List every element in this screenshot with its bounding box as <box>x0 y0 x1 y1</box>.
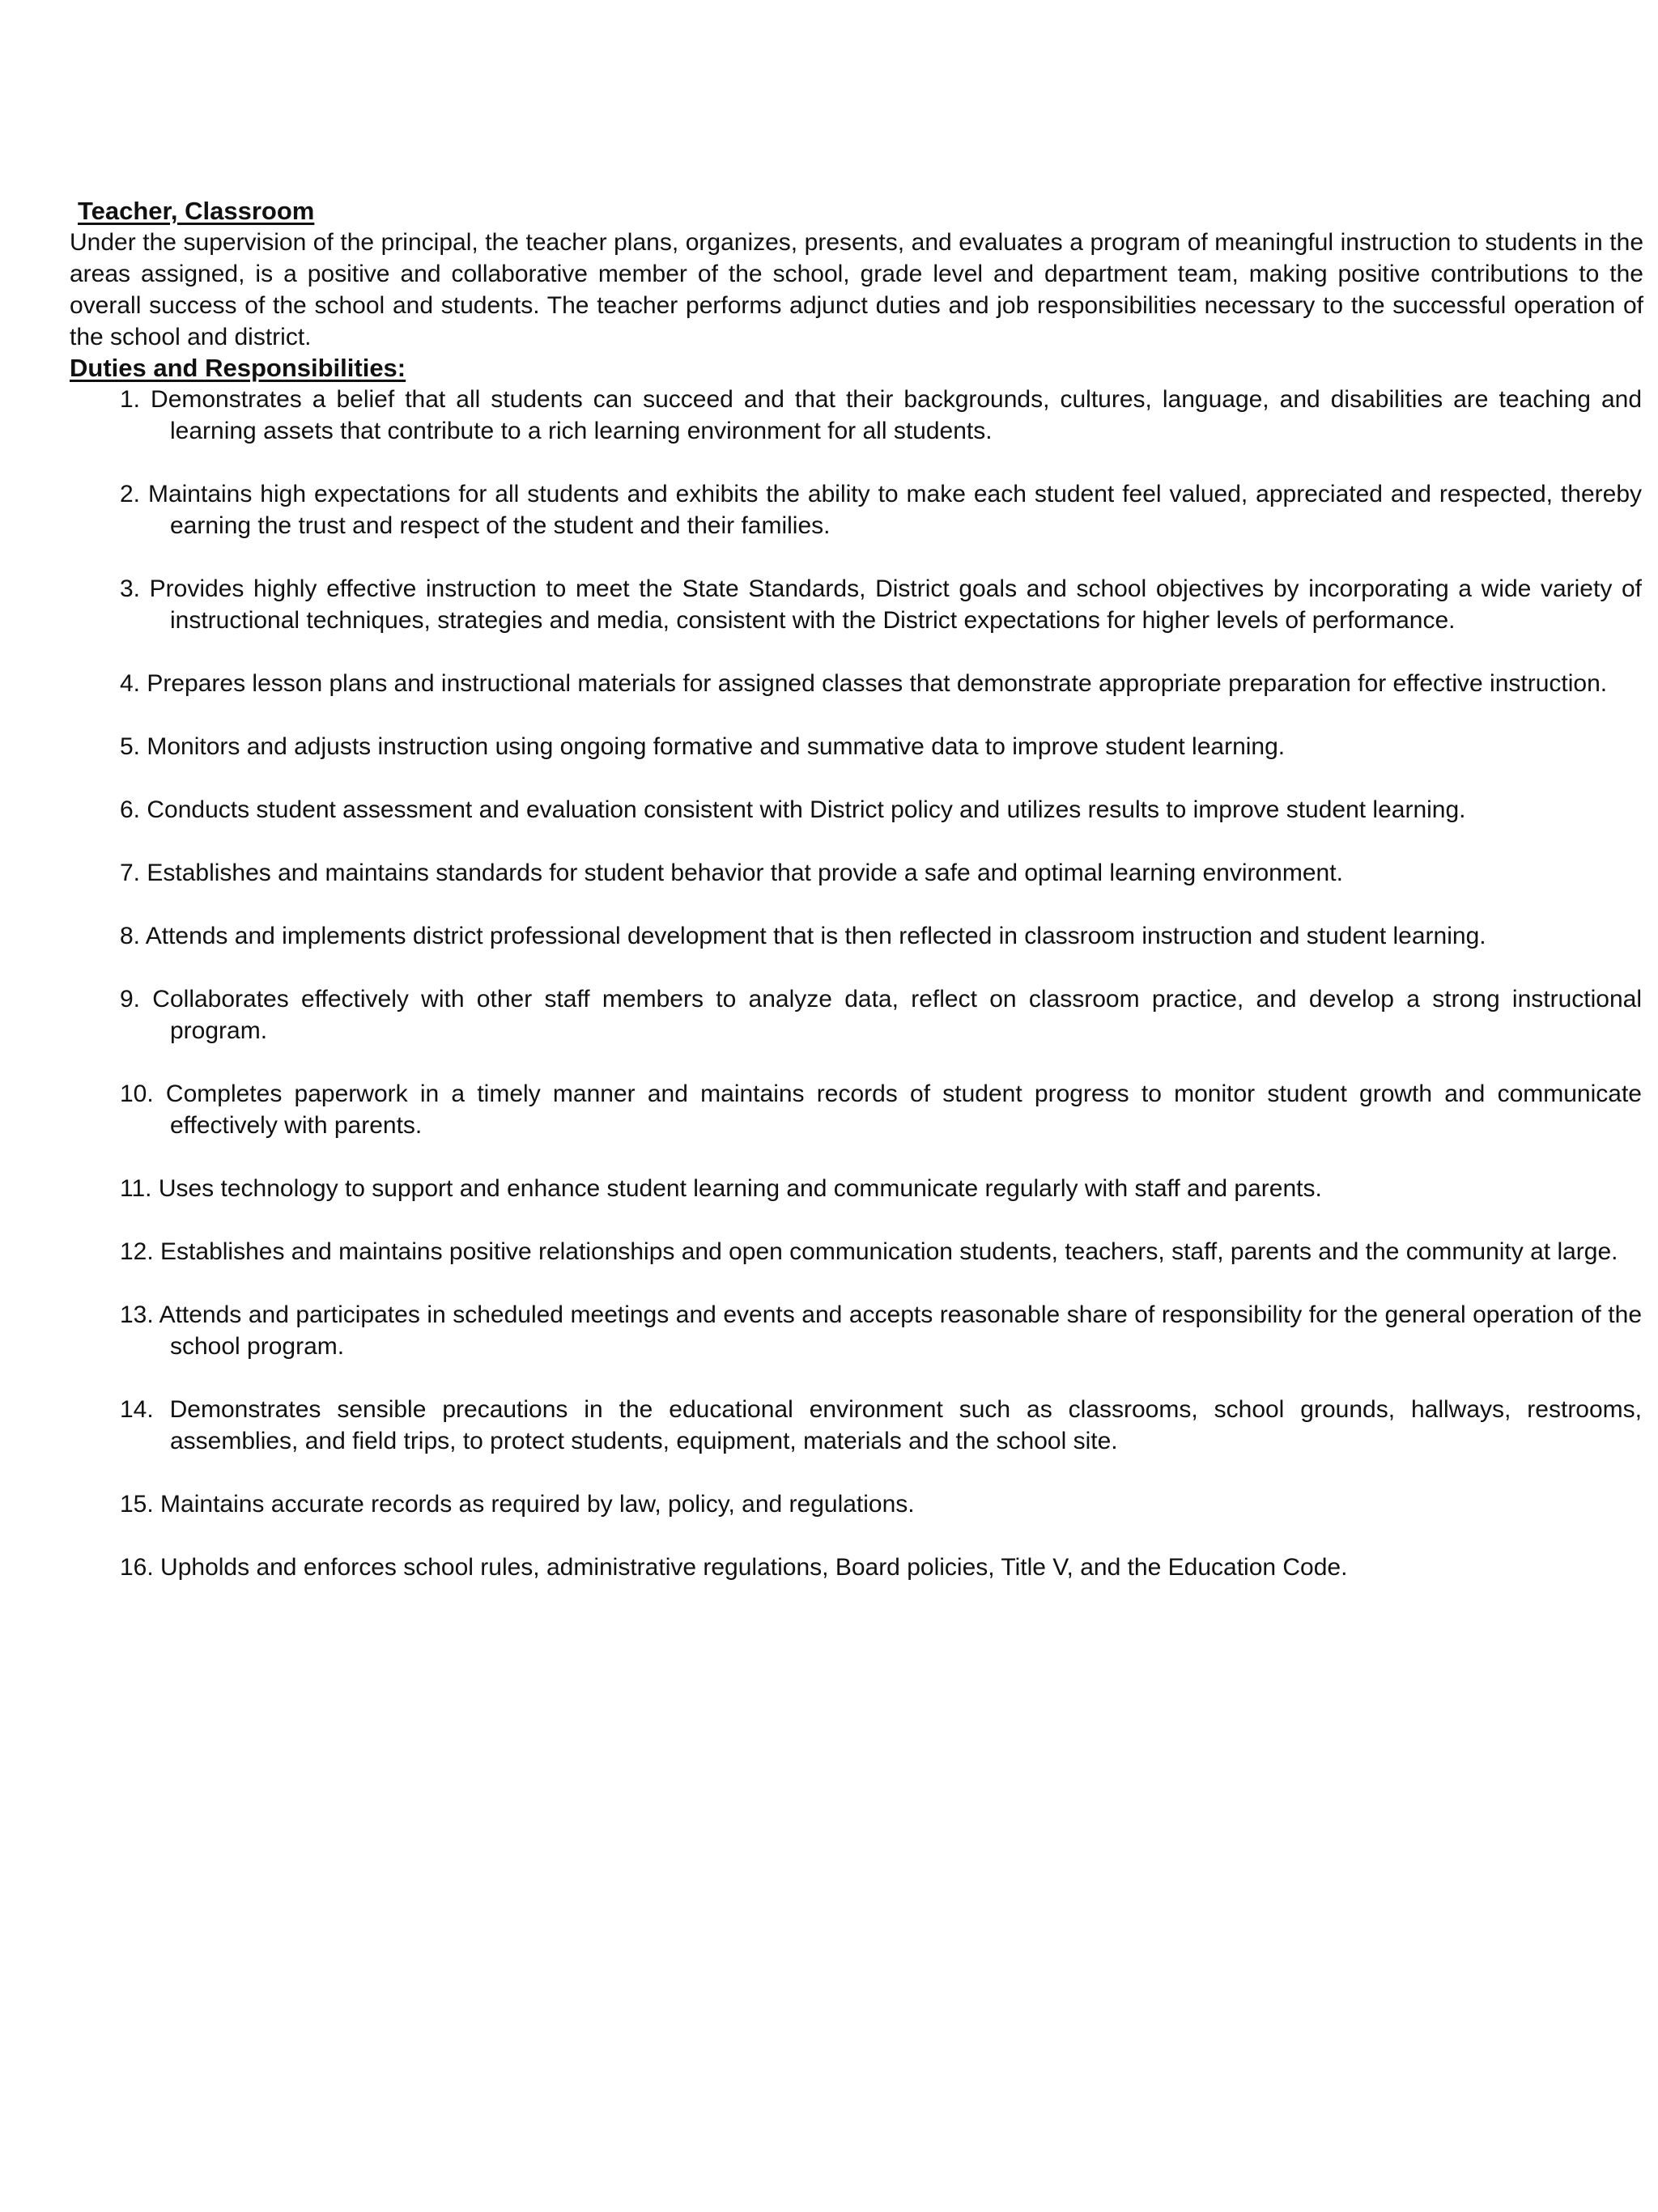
duty-item: 14. Demonstrates sensible precautions in the educational environment such as classrooms, school grounds, hallways, restrooms, assemblies, and field trips, to protect students, equipment, materials and the school site. <box>120 1396 1642 1454</box>
document-page <box>70 196 1658 1615</box>
duty-item: 13. Attends and participates in scheduled meetings and events and accepts reasonable share of responsibility for the general operation of the school program. <box>120 1301 1642 1360</box>
duty-item: 8. Attends and implements district professional development that is then reflected in classroom instruction and student learning. <box>120 923 1486 949</box>
duty-item: 11. Uses technology to support and enhance student learning and communicate regularly with staff and parents. <box>120 1175 1322 1202</box>
duty-item: 10. Completes paperwork in a timely manner and maintains records of student progress to monitor student growth and communicate effectively with parents. <box>120 1081 1642 1139</box>
duty-item: 3. Provides highly effective instruction to meet the State Standards, District goals and school objectives by incorporating a wide variety of instructional techniques, strategies and media, consistent with the District expectations for higher levels of performance. <box>120 575 1642 634</box>
duty-item: 4. Prepares lesson plans and instructional materials for assigned classes that demonstrate appropriate preparation for effective instruction. <box>120 670 1608 697</box>
duty-item: 6. Conducts student assessment and evaluation consistent with District policy and utilizes results to improve student learning. <box>120 796 1466 823</box>
duty-item: 12. Establishes and maintains positive relationships and open communication students, teachers, staff, parents and the community at large. <box>120 1238 1618 1265</box>
intro-paragraph: Under the supervision of the principal, the teacher plans, organizes, presents, and evaluates a program of meaningful instruction to students in the areas assigned, is a positive and collaborative member of the school, grade level and department team, making positive contributions to the overall success of the school and students. The teacher performs adjunct duties and job responsibilities necessary to the successful operation of the school and district. <box>70 229 1643 350</box>
duty-item: 9. Collaborates effectively with other staff members to analyze data, reflect on classroom practice, and develop a strong instructional program. <box>120 986 1642 1044</box>
duty-item: 2. Maintains high expectations for all students and exhibits the ability to make each student feel valued, appreciated and respected, thereby earning the trust and respect of the student and their families. <box>120 481 1642 539</box>
duties-heading: Duties and Responsibilities: <box>70 354 406 382</box>
document-title: Teacher, Classroom <box>78 197 315 225</box>
duty-item: 7. Establishes and maintains standards for student behavior that provide a safe and optimal learning environment. <box>120 860 1343 886</box>
duty-item: 5. Monitors and adjusts instruction using ongoing formative and summative data to improve student learning. <box>120 733 1286 760</box>
duty-item: 16. Upholds and enforces school rules, administrative regulations, Board policies, Title V, and the Education Code. <box>120 1554 1348 1581</box>
duty-item: 15. Maintains accurate records as required by law, policy, and regulations. <box>120 1491 915 1518</box>
duties-list <box>70 384 1642 1583</box>
duty-item: 1. Demonstrates a belief that all students can succeed and that their backgrounds, cultures, language, and disabilities are teaching and learning assets that contribute to a rich learning environment for all students. <box>120 386 1642 444</box>
